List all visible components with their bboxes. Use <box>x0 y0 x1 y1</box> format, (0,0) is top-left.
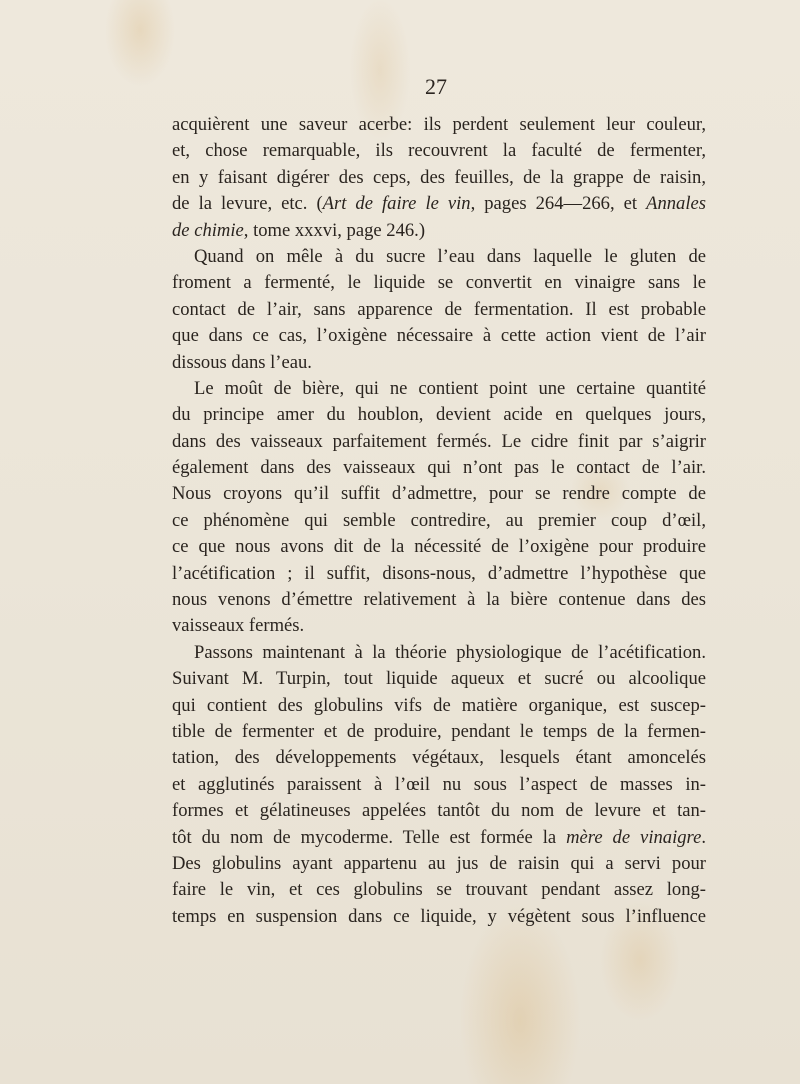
text-line <box>172 138 706 164</box>
text-span: , tome xxxvi, page 246.) <box>243 219 426 241</box>
text-span: Le moût de bière, qui ne contient point une certaine quantité <box>194 377 706 399</box>
text-line <box>172 693 706 719</box>
text-span: et, chose remarquable, ils recouvrent la faculté de fermenter, <box>172 140 706 162</box>
text-line <box>172 904 706 930</box>
text-span: froment a fermenté, le liquide se convertit en vinaigre sans le <box>172 272 706 294</box>
text-line <box>172 297 706 323</box>
text-span: l’acétification ; il suffit, disons-nous, d’admettre l’hypothèse que <box>172 562 706 584</box>
text-line <box>172 244 706 270</box>
text-line <box>172 666 706 692</box>
text-line <box>172 825 706 851</box>
text-span: formes et gélatineuses appelées tantôt du nom de levure et tan- <box>172 800 706 822</box>
text-line <box>172 402 706 428</box>
text-span: tôt du nom de mycoderme. Telle est formée la <box>172 826 567 848</box>
text-span: Suivant M. Turpin, tout liquide aqueux et sucré ou alcoolique <box>172 668 706 690</box>
italic-text: de chimie <box>172 219 244 241</box>
text-span: . <box>701 826 706 848</box>
text-span: ce que nous avons dit de la nécessité de l’oxigène pour produire <box>172 536 706 558</box>
text-line <box>172 587 706 613</box>
text-line <box>172 640 706 666</box>
text-span: Des globulins ayant appartenu au jus de raisin qui a servi pour <box>172 852 706 874</box>
text-line <box>172 508 706 534</box>
text-span: qui contient des globulins vifs de matière organique, est suscep- <box>172 694 706 716</box>
text-span: temps en suspension dans ce liquide, y végètent sous l’influence <box>172 905 706 927</box>
text-span: de la levure, etc. ( <box>172 193 323 215</box>
text-span: également dans des vaisseaux qui n’ont pas le contact de l’air. <box>172 457 706 479</box>
text-span: Quand on mêle à du sucre l’eau dans laquelle le gluten de <box>194 245 706 267</box>
italic-text: Annales <box>646 193 706 215</box>
text-line <box>172 191 706 217</box>
text-span: Passons maintenant à la théorie physiologique de l’acétification. <box>194 641 706 663</box>
text-span: tible de fermenter et de produire, pendant le temps de la fermen- <box>172 720 706 742</box>
body-text <box>172 112 706 930</box>
text-span: vaisseaux fermés. <box>172 615 305 637</box>
text-span: du principe amer du houblon, devient acide en quelques jours, <box>172 404 706 426</box>
italic-text: Art de faire le vin <box>322 193 471 215</box>
text-span: en y faisant digérer des ceps, des feuilles, de la grappe de raisin, <box>172 166 706 188</box>
text-line <box>172 323 706 349</box>
text-span: dissous dans l’eau. <box>172 351 312 373</box>
text-line <box>172 165 706 191</box>
text-span: et agglutinés paraissent à l’œil nu sous l’aspect de masses in- <box>172 773 706 795</box>
text-span: nous venons d’émettre relativement à la bière contenue dans des <box>172 589 706 611</box>
italic-text: mère de vinaigre <box>566 826 702 848</box>
text-line <box>172 534 706 560</box>
text-span: Nous croyons qu’il suffit d’admettre, pour se rendre compte de <box>172 483 706 505</box>
text-span: que dans ce cas, l’oxigène nécessaire à cette action vient de l’air <box>172 325 706 347</box>
text-span: faire le vin, et ces globulins se trouvant pendant assez long- <box>172 879 706 901</box>
text-span: tation, des développements végétaux, lesquels étant amoncelés <box>172 747 706 769</box>
text-line <box>172 877 706 903</box>
text-line <box>172 745 706 771</box>
text-span: , pages 264—266, et <box>470 193 647 215</box>
text-line <box>172 429 706 455</box>
text-line <box>172 270 706 296</box>
text-line <box>172 376 706 402</box>
text-line <box>172 455 706 481</box>
page-number: 27 <box>425 74 447 99</box>
text-line <box>172 561 706 587</box>
text-line <box>172 719 706 745</box>
text-span: acquièrent une saveur acerbe: ils perdent seulement leur couleur, <box>172 114 706 135</box>
text-line <box>172 218 706 244</box>
text-line <box>172 613 706 639</box>
text-span: ce phénomène qui semble contredire, au premier coup d’œil, <box>172 509 706 531</box>
text-line <box>172 851 706 877</box>
text-line <box>172 112 706 138</box>
text-span: contact de l’air, sans apparence de fermentation. Il est probable <box>172 298 706 320</box>
text-line <box>172 772 706 798</box>
text-line <box>172 481 706 507</box>
text-line <box>172 798 706 824</box>
text-span: dans des vaisseaux parfaitement fermés. Le cidre finit par s’aigrir <box>172 430 706 452</box>
text-line <box>172 350 706 376</box>
